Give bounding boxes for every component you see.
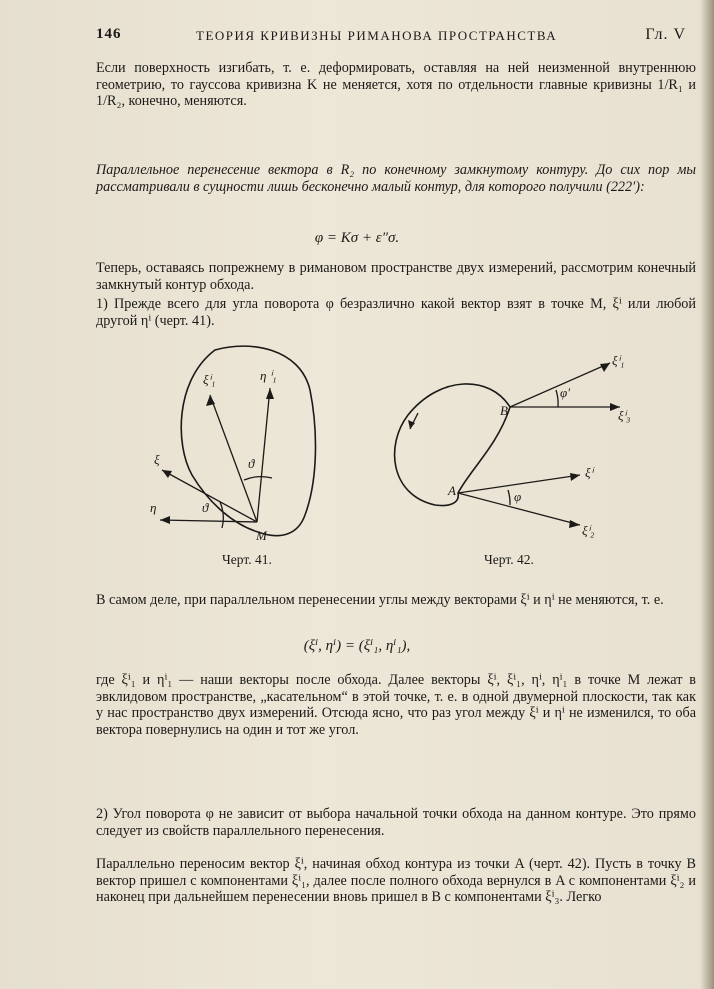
page-edge-shadow [700, 0, 714, 989]
caption-fig-42: Черт. 42. [484, 552, 534, 567]
formula-angles: (ξⁱ, ηⁱ) = (ξⁱ₁, ηⁱ₁), [303, 638, 411, 654]
paragraph-5: В самом деле, при параллельном перенесении углы между векторами ξⁱ и ηⁱ не меняются, т. е. [96, 592, 664, 608]
page-number: 146 [96, 26, 122, 42]
paragraph-4: 1) Прежде всего для угла поворота φ безразлично какой вектор взят в точке M, ξⁱ или любой другой ηⁱ (черт. 41). [96, 296, 696, 329]
paragraph-8: Параллельно переносим вектор ξⁱ, начиная обход контура из точки A (черт. 42). Пусть в точку B вектор пришел с компонентами ξⁱ₁, далее после полного обхода вернулся в A с компонентами ξⁱ₂ и наконец при дальнейшем перенесении вновь пришел в B с компонентами ξⁱ₃. Легко [96, 856, 696, 906]
fig42-label-xi1: ξⁱ₁ [612, 353, 625, 368]
fig42-label-b: B [500, 403, 508, 418]
paragraph-1: Если поверхность изгибать, т. е. деформировать, оставляя на ней неизменной внутреннюю геометрию, то гауссова кривизна K не меняется, хотя по отдельности главные кривизны 1/R₁ и 1/R₂, конечно, меняются. [96, 60, 696, 110]
fig42-label-phi-prime: φ′ [560, 385, 571, 400]
figure-41 [140, 340, 340, 550]
fig42-label-a: A [448, 483, 456, 498]
paragraph-3: Теперь, оставаясь попрежнему в римановом пространстве двух измерений, рассмотрим конечный замкнутый контур обхода. [96, 260, 696, 293]
running-title: ТЕОРИЯ КРИВИЗНЫ РИМАНОВА ПРОСТРАНСТВА [196, 28, 558, 43]
paragraph-6: где ξⁱ₁ и ηⁱ₁ — наши векторы после обхода. Далее векторы ξⁱ, ξⁱ₁, ηⁱ, ηⁱ₁ в точке M лежат в эвклидовом пространстве, „касательном“ в этой точке, т. е. в одной двумерной плоскости, так как у нас пространство двух измерений. Отсюда ясно, что раз угол между ξⁱ и ηⁱ не изменился, то оба вектора повернулись на один и тот же угол. [96, 672, 697, 738]
fig42-label-phi: φ [514, 489, 522, 504]
fig41-label-eta1: η ⁱ₁ [260, 368, 277, 383]
fig41-label-m: M [256, 528, 267, 543]
fig42-label-xi2: ξⁱ₂ [582, 523, 595, 538]
fig41-label-xi1: ξⁱ₁ [203, 372, 216, 387]
chapter-label: Гл. V [645, 26, 686, 43]
fig41-label-theta-1: ϑ [248, 456, 255, 471]
figure-42 [380, 345, 650, 545]
paragraph-2: Параллельное перенесение вектора в R₂ по конечному замкнутому контуру. До сих пор мы рассматривали в сущности лишь бесконечно малый контур, для которого получили (222′): [96, 162, 696, 195]
caption-fig-41: Черт. 41. [222, 552, 272, 567]
fig41-label-theta-2: ϑ [202, 500, 209, 515]
running-header [96, 26, 696, 50]
fig42-label-xi: ξⁱ [585, 465, 593, 480]
paragraph-7: 2) Угол поворота φ не зависит от выбора начальной точки обхода на данном контуре. Это прямо следует из свойств параллельного перенесения. [96, 806, 696, 839]
fig41-label-eta: η [150, 500, 157, 515]
fig42-label-xi3: ξⁱ₃ [618, 408, 631, 423]
formula-222: φ = Kσ + ε″σ. [314, 230, 400, 246]
fig41-label-xi: ξ [154, 452, 160, 467]
